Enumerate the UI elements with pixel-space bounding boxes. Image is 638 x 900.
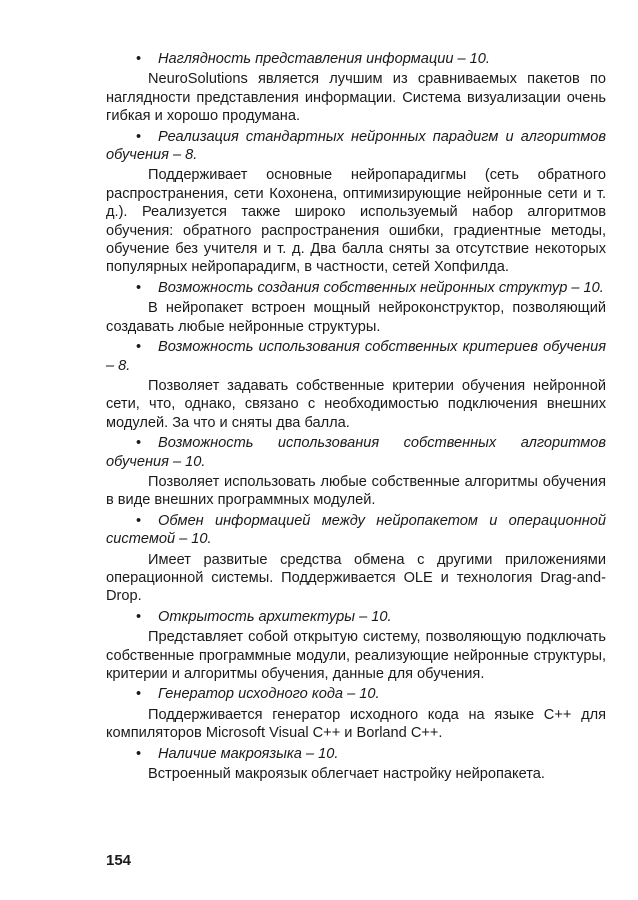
page-number: 154 [106,852,132,869]
section-heading-text: Возможность использования собственных алгоритмов обучения – 10. [106,435,606,470]
section-heading-text: Открытость архитектуры – 10. [158,608,392,625]
section-body: Представляет собой открытую систему, позволяющую подключать собственные программные модули, реализующие нейронные структуры, критерии и алгоритмы обучения, данные для обучения. [106,629,606,682]
section-heading-text: Возможность создания собственных нейронных структур – 10. [158,279,604,296]
section-heading [106,50,606,68]
section-heading-text: Обмен информацией между нейропакетом и операционной системой – 10. [106,512,606,548]
bullet-icon: • [136,745,142,762]
section-heading [106,608,606,626]
bullet-icon: • [136,608,142,625]
section-heading [106,685,606,703]
bullet-icon: • [136,128,142,145]
section-heading-text: Наглядность представления информации – 10. [158,51,490,67]
bullet-icon: • [136,279,142,296]
bullet-icon: • [136,435,142,452]
section-body: Встроенный макроязык облегчает настройку нейропакета. [148,766,545,783]
bullet-icon: • [136,686,142,703]
section-body: Поддерживает основные нейропарадигмы (сеть обратного распространения, сети Кохонена, оптимизирующие нейронные сети и т. д.). Реализуется также широко используемый набор алгоритмов обучения: обратного распространения ошибки, градиентные методы, обучение без учителя и т. д. Два балла сняты за отсутствие некоторых популярных нейропарадигм, в частности, сетей Хопфилда. [106,167,606,276]
bullet-icon: • [136,339,142,356]
section-heading [106,434,606,471]
section-body: Позволяет задавать собственные критерии обучения нейронной сети, что, однако, связано с необходимостью подключения внешних модулей. За что и сняты два балла. [106,377,606,431]
section-heading-text: Возможность использования собственных критериев обучения – 8. [106,339,606,374]
section-heading-text: Реализация стандартных нейронных парадигм и алгоритмов обучения – 8. [106,128,606,164]
section-heading [106,338,606,375]
section-body: Позволяет использовать любые собственные алгоритмы обучения в виде внешних программных модулей. [106,473,606,509]
section-heading-text: Генератор исходного кода – 10. [158,686,380,703]
section-heading [106,512,606,549]
section-body: Имеет развитые средства обмена с другими приложениями операционной системы. Поддерживается OLE и технология Drag-and-Drop. [106,551,606,605]
bullet-icon: • [136,51,142,67]
section-body: NeuroSolutions является лучшим из сравниваемых пакетов по наглядности представления информации. Система визуализации очень гибкая и хорошо продумана. [106,71,606,125]
bullet-icon: • [136,512,142,529]
section-body: Поддерживается генератор исходного кода на языке C++ для компиляторов Microsoft Visual C++ и Borland C++. [106,706,606,742]
section-heading-text: Наличие макроязыка – 10. [158,745,339,762]
section-heading [106,128,606,165]
section-heading [106,745,606,763]
section-body: В нейропакет встроен мощный нейроконструктор, позволяющий создавать любые нейронные структуры. [106,300,606,335]
section-heading [106,279,606,297]
page-body [106,50,606,785]
